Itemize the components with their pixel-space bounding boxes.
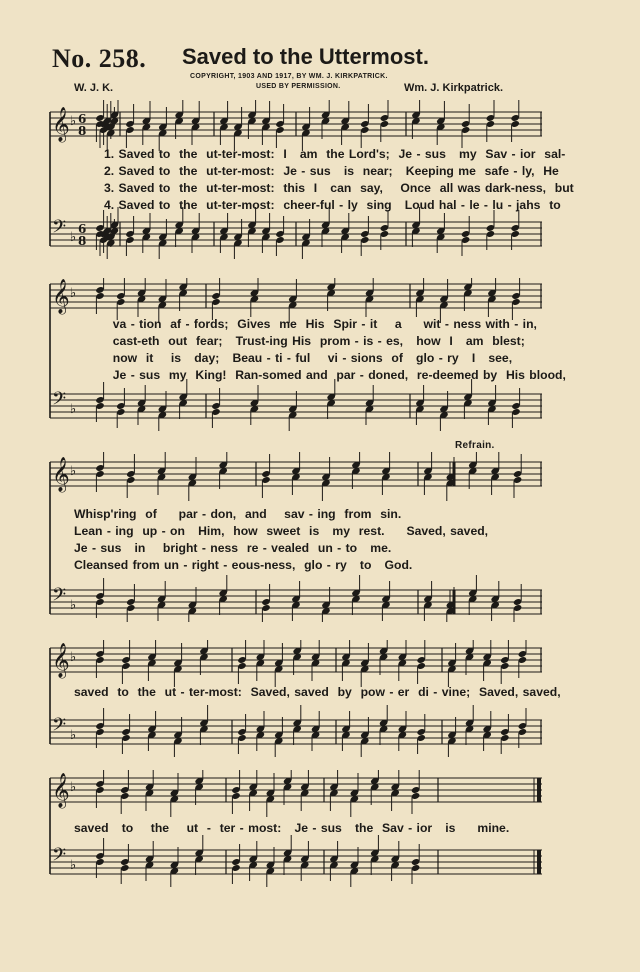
svg-text:♭: ♭	[70, 286, 77, 301]
lyrics-block-4	[74, 684, 561, 701]
words-author: W. J. K.	[74, 82, 114, 94]
copyright-notice: COPYRIGHT, 1903 AND 1917, BY WM. J. KIRKPATRICK.	[190, 73, 388, 80]
lyric-line: 1. Saved to the ut-ter-most: I am the Lord's; Je - sus my Sav - ior sal-	[104, 147, 566, 161]
svg-text:𝄢: 𝄢	[52, 585, 67, 610]
lyrics-block-5	[74, 820, 554, 837]
lyric-line: saved to the ut - ter - most: Je - sus the Sav - ior is mine.	[74, 821, 510, 835]
svg-text:♭: ♭	[70, 598, 77, 613]
lyric-line: Je - sus my King! Ran-somed and par - doned, re-deemed by His blood,	[104, 368, 566, 382]
music-system-4	[46, 640, 561, 758]
lyric-line: cast-eth out fear; Trust-ing His prom - is - es, how I am blest;	[104, 334, 525, 348]
lyric-line: Cleansed from un - right - eous-ness, glo - ry to God.	[74, 558, 413, 572]
hymn-number: No. 258.	[52, 44, 147, 73]
lyric-line: Whisp'ring of par - don, and sav - ing from sin.	[74, 507, 402, 521]
svg-text:♭: ♭	[70, 728, 77, 743]
svg-text:♭: ♭	[70, 464, 77, 479]
lyric-line: saved to the ut - ter-most: Saved, saved by pow - er di - vine; Saved, saved,	[74, 685, 561, 699]
music-system-3	[46, 452, 542, 622]
lyrics-block-3	[74, 506, 554, 574]
svg-text:♭: ♭	[70, 230, 77, 245]
svg-text:♭: ♭	[70, 114, 77, 129]
svg-text:♭: ♭	[70, 402, 77, 417]
music-system-1	[46, 100, 574, 260]
svg-text:𝄢: 𝄢	[52, 715, 67, 740]
lyric-line: 2. Saved to the ut-ter-most: Je - sus is near; Keeping me safe - ly, He	[104, 164, 559, 178]
lyrics-block-1	[104, 146, 584, 214]
svg-text:𝄢: 𝄢	[52, 845, 67, 870]
permission-notice: USED BY PERMISSION.	[256, 83, 341, 90]
lyrics-block-2	[104, 316, 584, 384]
svg-text:𝄢: 𝄢	[52, 217, 67, 242]
svg-text:6: 6	[78, 222, 87, 236]
svg-text:8: 8	[78, 234, 87, 248]
hymn-title: Saved to the Uttermost.	[182, 44, 429, 69]
lyric-line: va - tion af - fords; Gives me His Spir - it a wit - ness with - in,	[104, 317, 537, 331]
svg-text:𝄞: 𝄞	[52, 773, 70, 808]
svg-text:𝄞: 𝄞	[52, 457, 70, 492]
svg-text:𝄞: 𝄞	[52, 279, 70, 314]
music-author: Wm. J. Kirkpatrick.	[404, 82, 504, 94]
svg-text:𝄢: 𝄢	[52, 389, 67, 414]
lyric-line: 4. Saved to the ut-ter-most: cheer-ful - ly sing Loud hal - le - lu - jahs to	[104, 198, 561, 212]
svg-text:♭: ♭	[70, 780, 77, 795]
svg-text:♭: ♭	[70, 650, 77, 665]
lyric-line: Je - sus in bright - ness re - vealed un - to me.	[74, 541, 392, 555]
refrain-label: Refrain.	[455, 440, 495, 451]
music-system-5	[46, 770, 542, 900]
lyric-line: Lean - ing up - on Him, how sweet is my rest. Saved, saved,	[74, 524, 489, 538]
svg-text:6: 6	[78, 112, 87, 126]
music-system-2	[46, 278, 566, 438]
lyric-line: now it is day; Beau - ti - ful vi - sions of glo - ry I see,	[104, 351, 513, 365]
svg-text:8: 8	[78, 124, 87, 138]
svg-text:𝄞: 𝄞	[52, 643, 70, 678]
lyric-line: 3. Saved to the ut-ter-most: this I can say, Once all was dark-ness, but	[104, 181, 574, 195]
svg-text:♭: ♭	[70, 858, 77, 873]
svg-text:𝄞: 𝄞	[52, 107, 70, 142]
hymn-header	[0, 0, 640, 100]
